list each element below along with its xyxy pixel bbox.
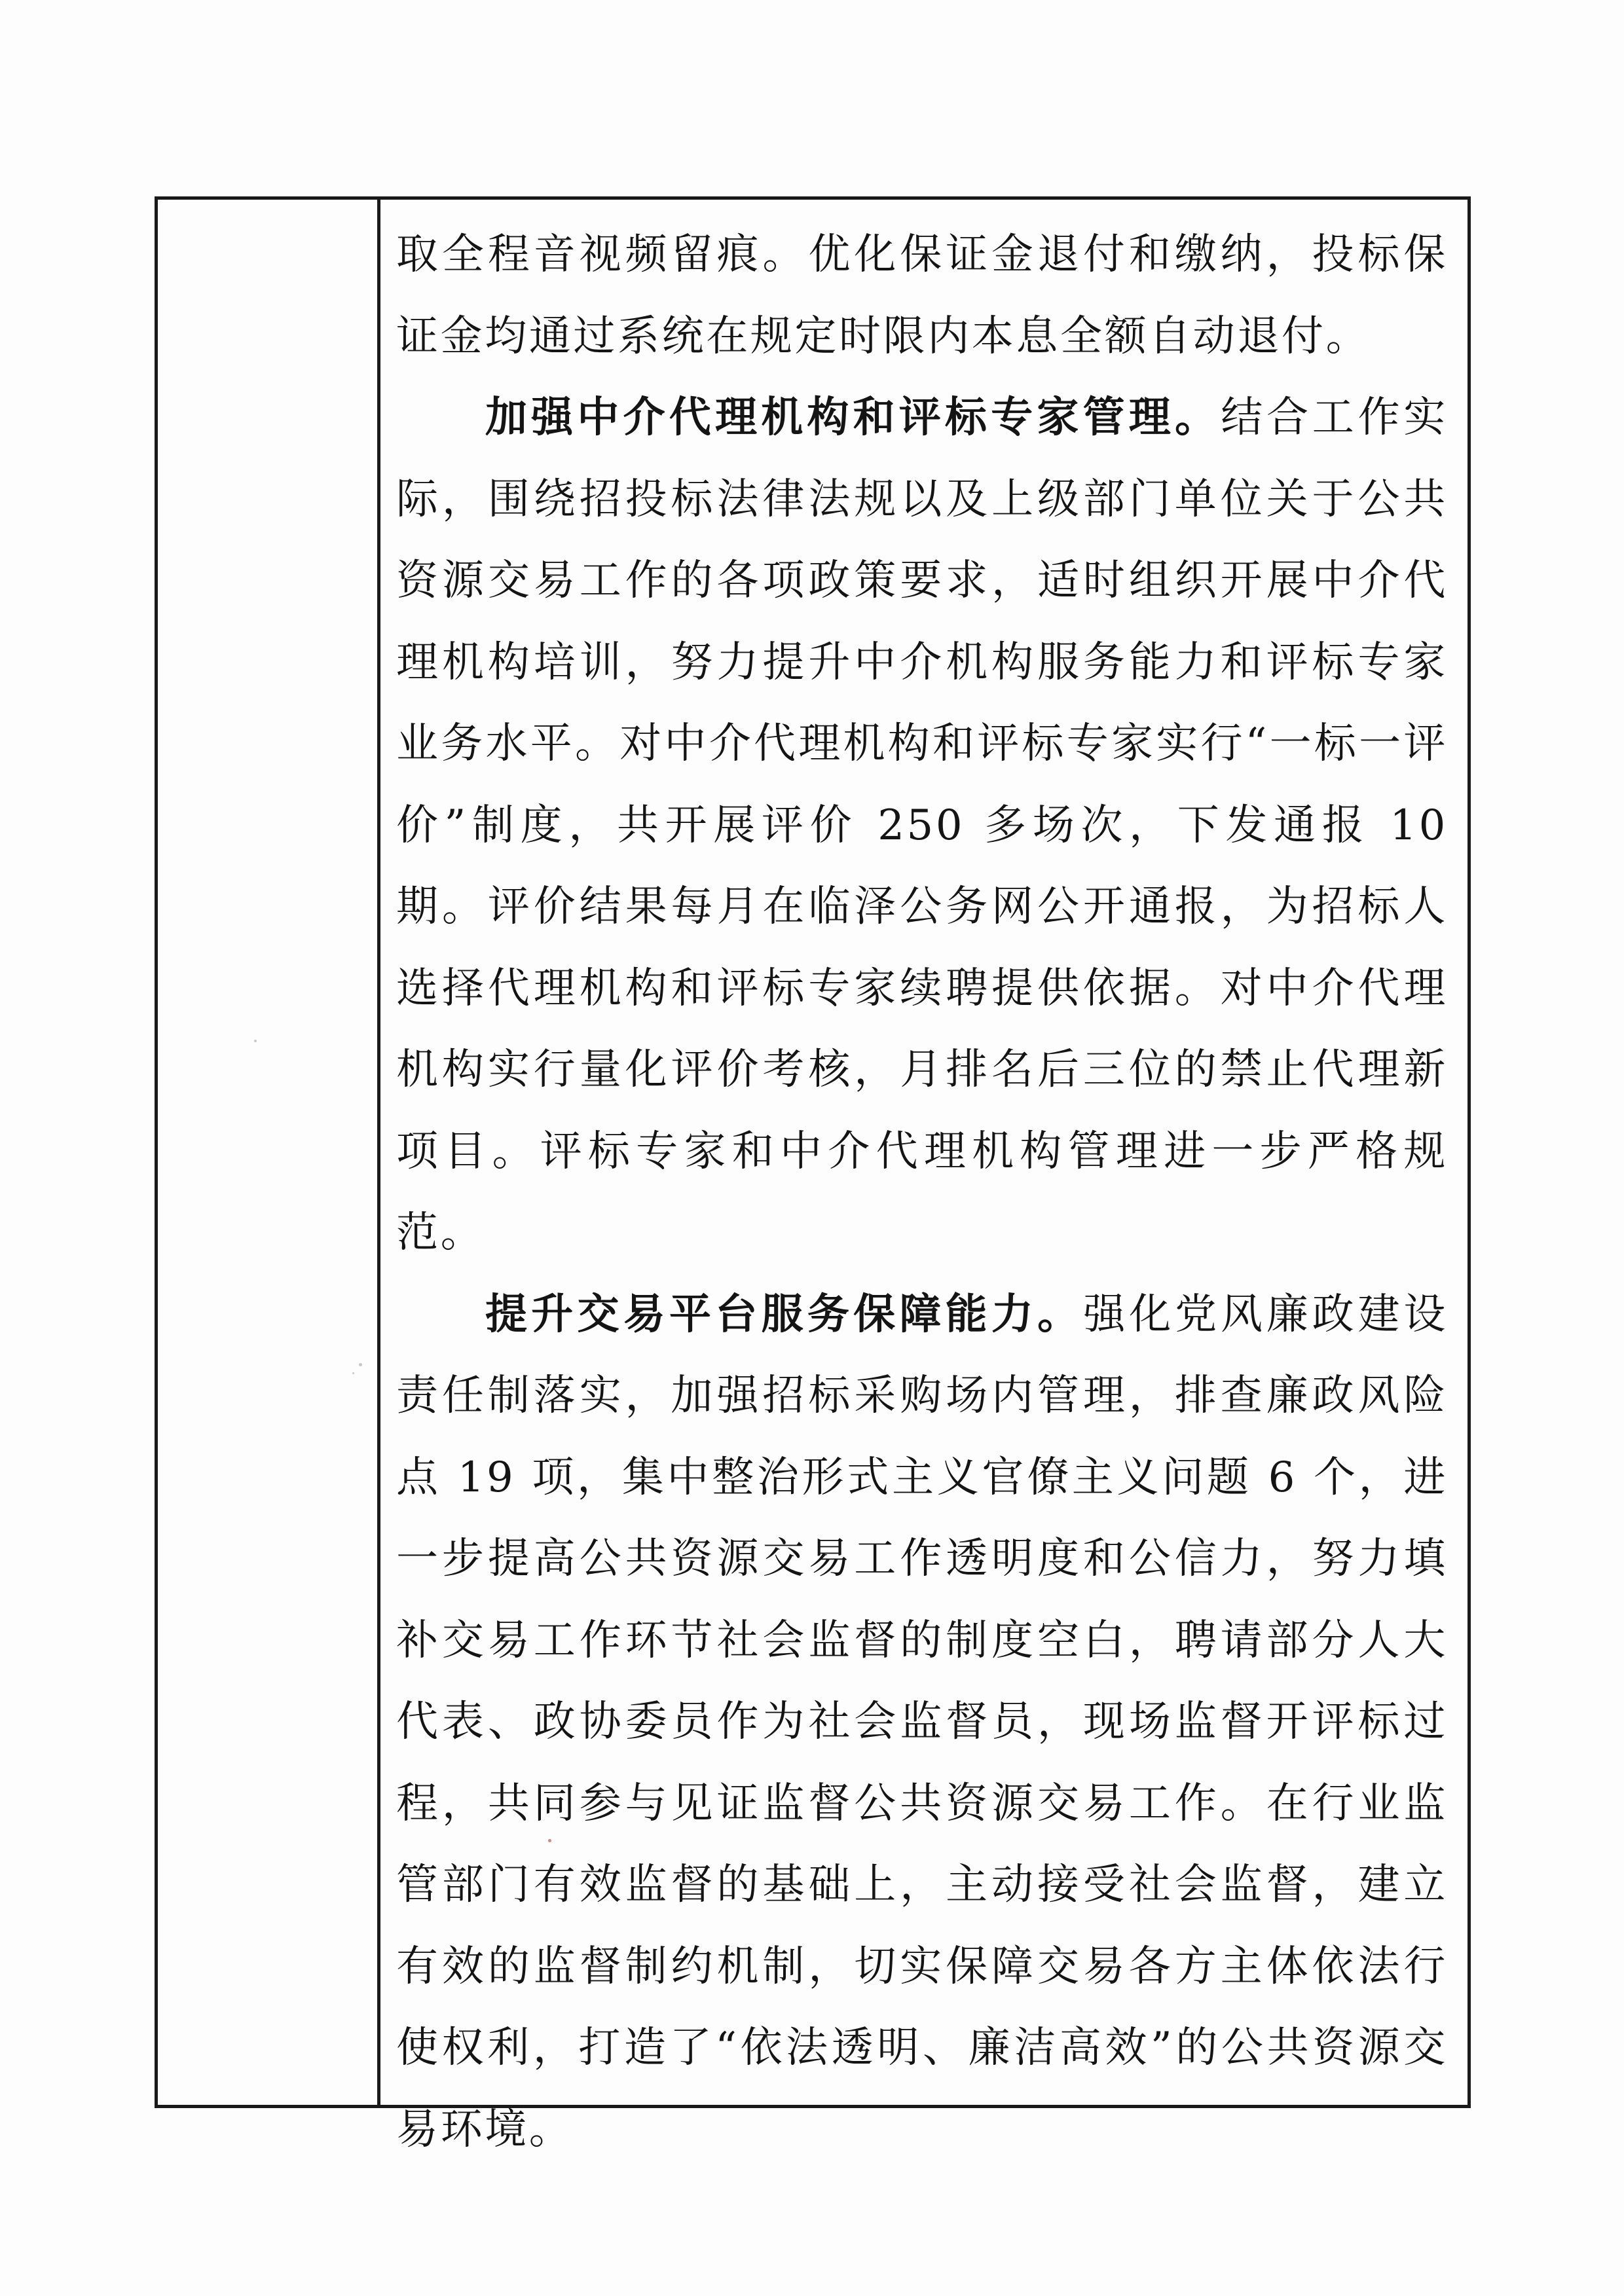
paragraph-3 [396,1274,1448,2171]
paragraph-1 [396,214,1448,377]
paragraph-3-text: 强化党风廉政建设责任制落实，加强招标采购场内管理，排查廉政风险点 19 项，集中整治形式主义官僚主义问题 6 个，进一步提高公共资源交易工作透明度和公信力，努力填补交易工作环节社会监督的制度空白，聘请部分人大代表、政协委员作为社会监督员，现场监督开评标过程，共同参与见证监督公共资源交易工作。在行业监管部门有效监督的基础上，主动接受社会监督，建立有效的监督制约机制，切实保障交易各方主体依法行使权利，打造了“依法透明、廉洁高效”的公共资源交易环境。 [396,1290,1448,2154]
table-label-cell [158,200,380,2105]
scan-speck [548,1839,551,1842]
paragraph-2-text: 结合工作实际，围绕招投标法律法规以及上级部门单位关于公共资源交易工作的各项政策要求，适时组织开展中介代理机构培训，努力提升中介机构服务能力和评标专家业务水平。对中介代理机构和评标专家实行“一标一评价”制度，共开展评价 250 多场次，下发通报 10 期。评价结果每月在临泽公务网公开通报，为招标人选择代理机构和评标专家续聘提供依据。对中介代理机构实行量化评价考核，月排名后三位的禁止代理新项目。评标专家和中介代理机构管理进一步严格规范。 [396,393,1449,1257]
paragraph-2-heading: 加强中介代理机构和评标专家管理。 [485,393,1221,442]
paragraph-1-text: 取全程音视频留痕。优化保证金退付和缴纳，投标保证金均通过系统在规定时限内本息全额自动退付。 [396,230,1448,361]
paragraph-3-heading: 提升交易平台服务保障能力。 [485,1290,1084,1339]
scan-speck [359,1363,362,1366]
form-table [155,196,1471,2154]
table-content-cell [380,200,1467,2154]
paragraph-2 [396,377,1448,1274]
scan-speck [254,1040,257,1042]
scan-speck [352,1372,354,1374]
